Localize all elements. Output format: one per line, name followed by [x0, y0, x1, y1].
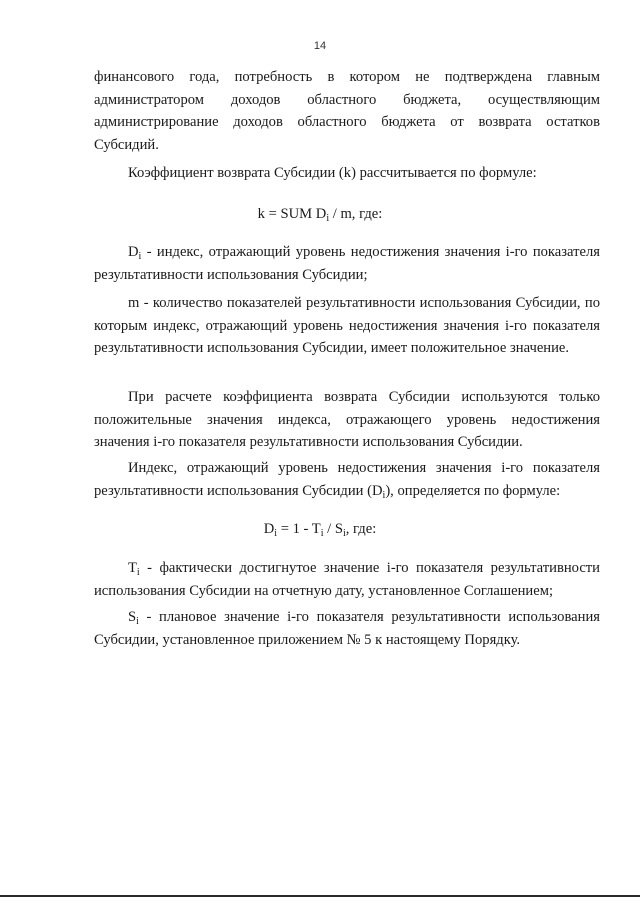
definition-di — [94, 241, 600, 286]
definition-di-sub: i — [138, 251, 142, 262]
definition-ti-symbol: T — [128, 560, 137, 576]
formula-di-d-sub: i — [274, 528, 278, 539]
definition-di-symbol: D — [128, 244, 139, 260]
page-number: 14 — [313, 40, 327, 52]
formula-di-end: , где: — [345, 521, 377, 537]
formula-di-s-sub: i — [342, 528, 346, 539]
page-bottom-border — [0, 895, 640, 897]
paragraph-index-intro — [94, 457, 600, 502]
formula-di — [0, 518, 640, 540]
paragraph-continuation: финансового года, потребность в котором не подтверждена главным администратором доходов областного бюджета, осуществляющим администрирование доходов областного бюджета от возврата остатков Субсидий. — [94, 69, 600, 153]
definition-di-text: - индекс, отражающий уровень недостижения значения i-го показателя результативности использования Субсидии; — [94, 244, 600, 283]
definition-ti — [94, 557, 600, 602]
index-intro-sub: i — [382, 489, 386, 501]
formula-di-mid: = 1 - T — [277, 521, 321, 537]
definition-m: m - количество показателей результативности использования Субсидии, по которым индекс, отражающий уровень недостижения значения i-го показателя результативности использования Субсидии, имеет положительное значение. — [94, 295, 600, 356]
formula-di-d: D — [263, 521, 275, 537]
definition-si-text: - плановое значение i-го показателя результативности использования Субсидии, установленное приложением № 5 к настоящему Порядку. — [94, 609, 600, 648]
formula-k-left: k = SUM D — [257, 206, 327, 222]
definition-si-sub: i — [136, 616, 139, 627]
formula-di-slash: / S — [323, 521, 343, 537]
index-intro-after: ), определяется по формуле: — [385, 482, 561, 499]
definition-ti-sub: i — [136, 567, 140, 578]
formula-k-right: / m, где: — [329, 206, 383, 222]
formula-k — [0, 203, 640, 225]
paragraph-positive-values: При расчете коэффициента возврата Субсидии используются только положительные значения индекса, отражающего уровень недостижения значения i-го показателя результативности использования Субсидии. — [94, 389, 600, 450]
index-intro-before: Индекс, отражающий уровень недостижения значения i-го показателя результативности использования Субсидии (D — [94, 460, 600, 499]
paragraph-k-intro: Коэффициент возврата Субсидии (k) рассчитывается по формуле: — [128, 165, 537, 181]
definition-ti-text: - фактически достигнутое значение i-го показателя результативности использования Субсидии на отчетную дату, установленное Соглашением; — [94, 560, 600, 599]
formula-k-sub: i — [326, 213, 330, 224]
definition-si-symbol: S — [128, 609, 137, 625]
formula-di-t-sub: i — [320, 528, 324, 539]
definition-si — [94, 606, 600, 651]
